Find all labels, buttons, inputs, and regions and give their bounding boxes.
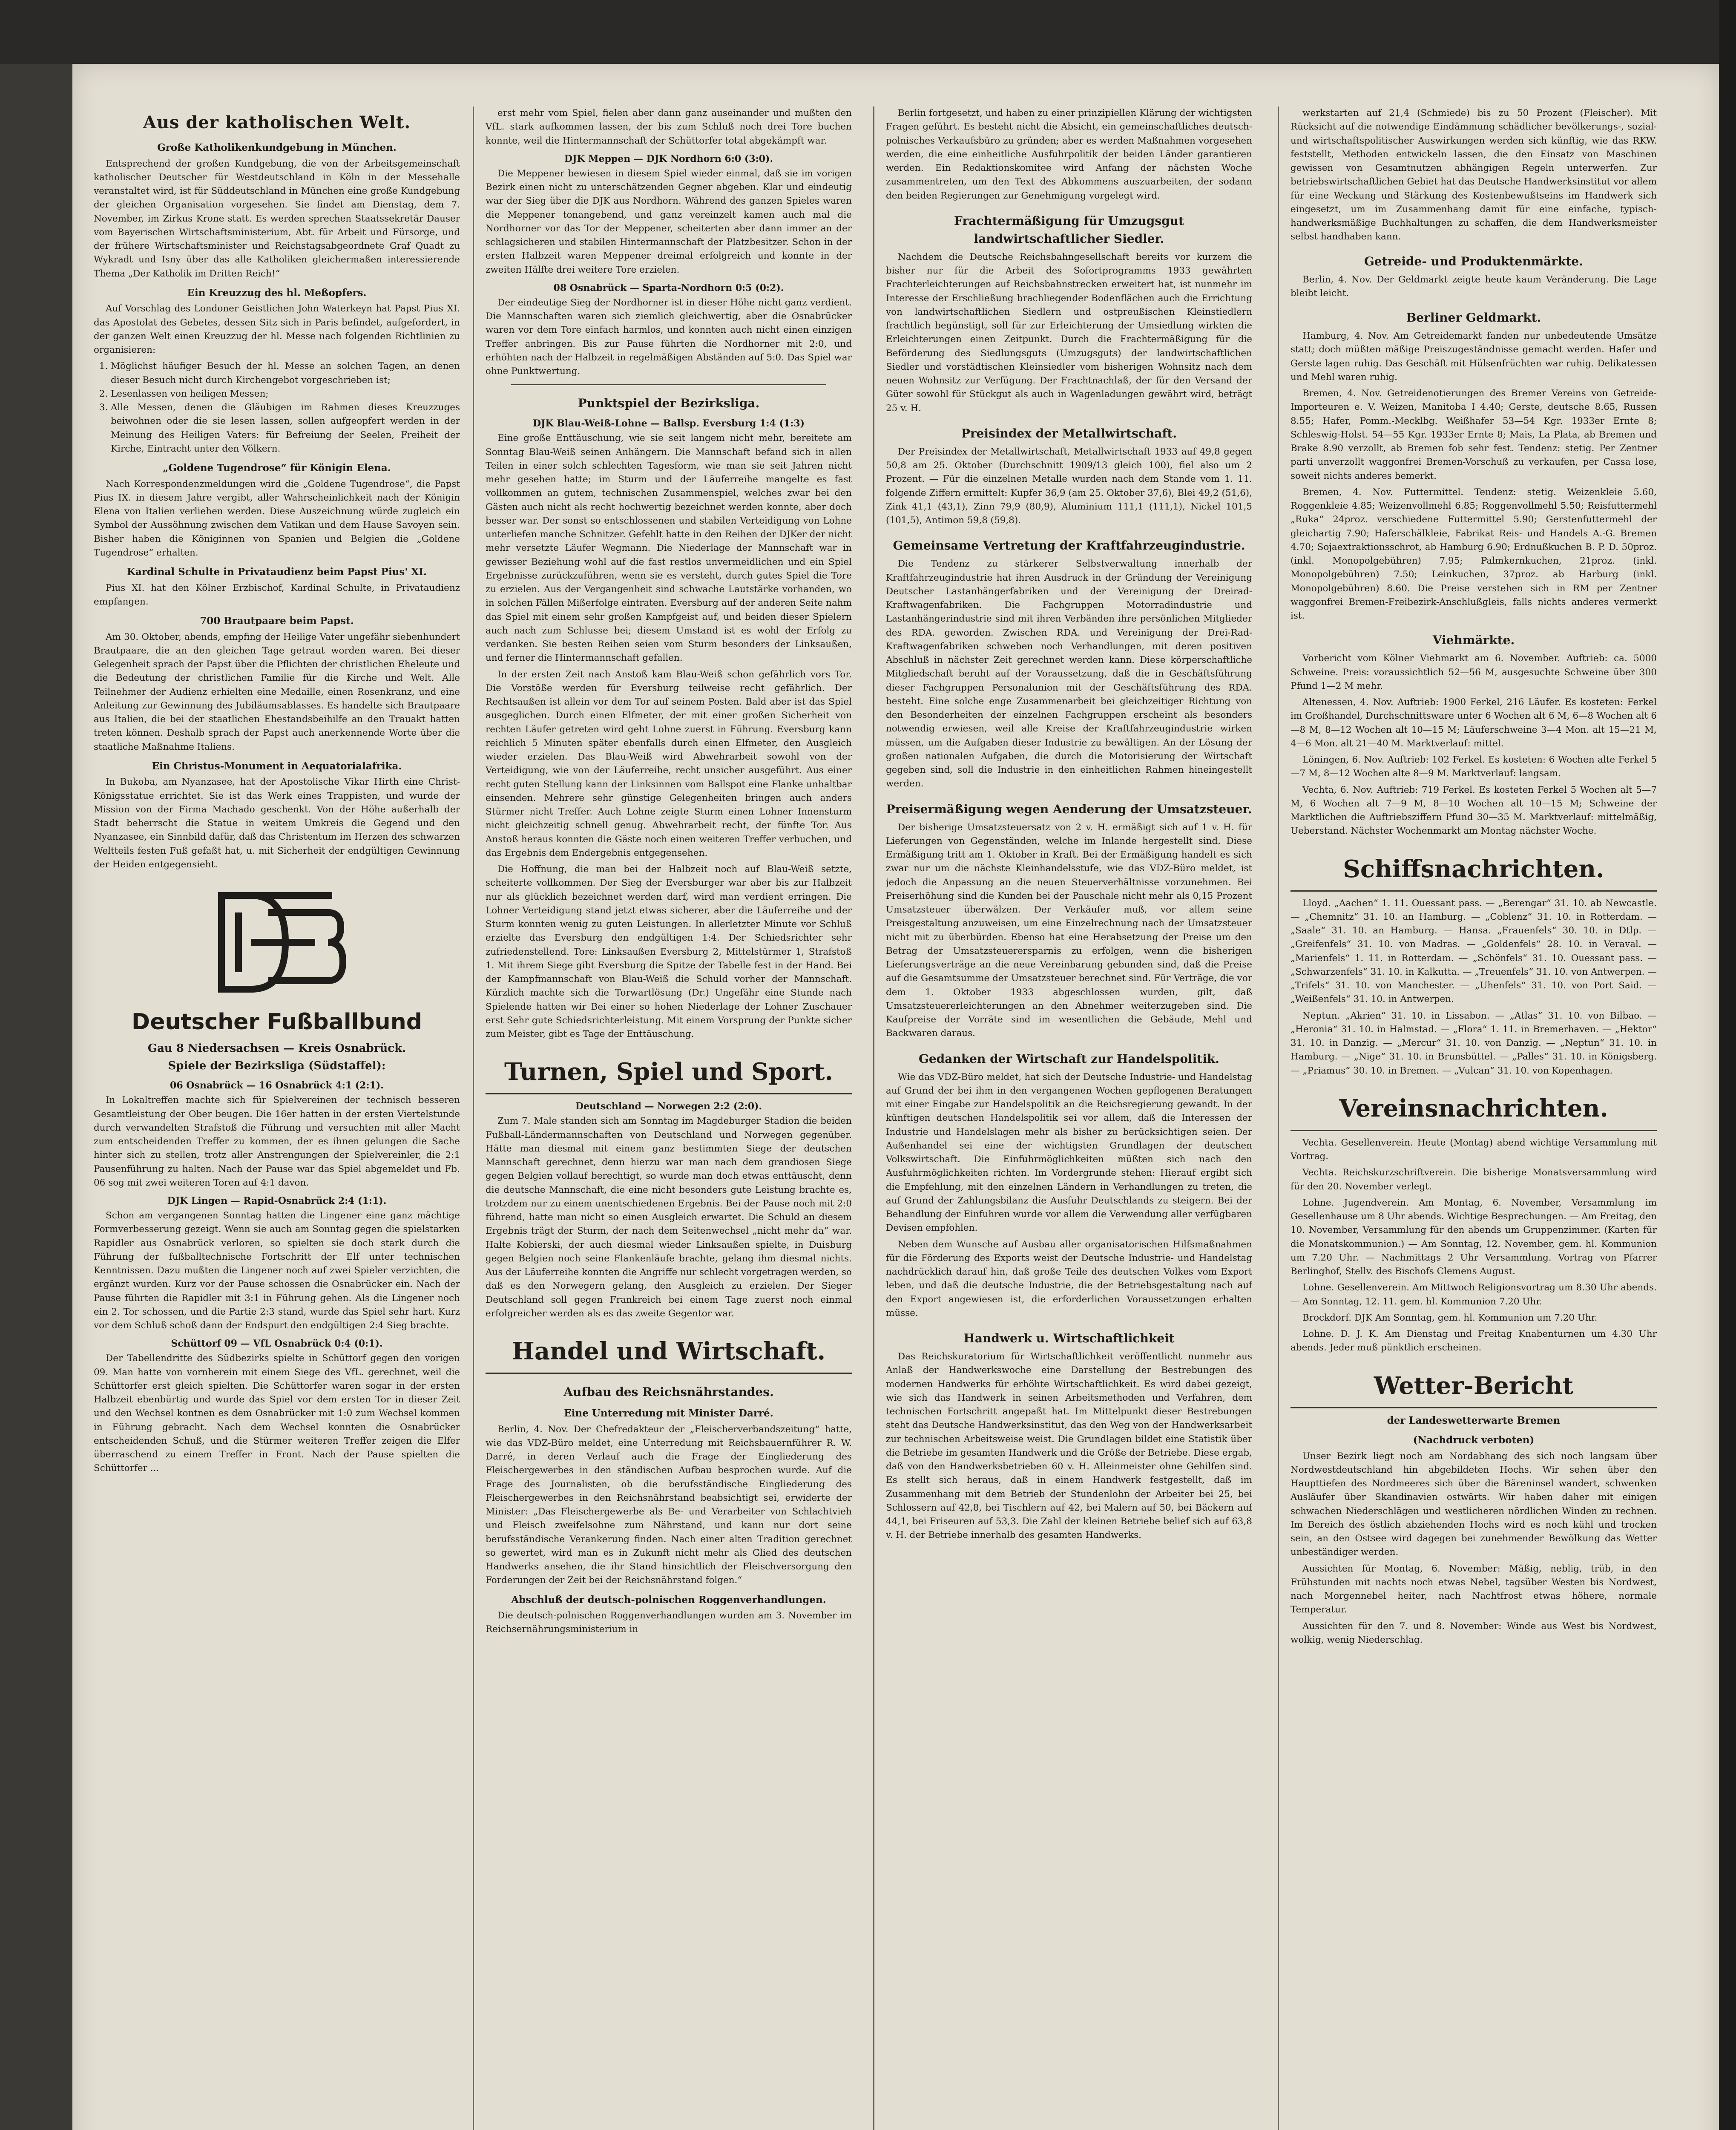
article-text: Vechta. Reichskurzschriftverein. Die bisherige Monatsversammlung wird für den 20. November verlegt. (1291, 1167, 1657, 1192)
article-text: Lloyd. „Aachen“ 1. 11. Ouessant pass. — „Berengar“ 31. 10. ab Newcastle. — „Chemnitz“ 31. 10. an Hamburg. — „Coblenz“ 31. 10. in Rotterdam. — „Saale“ 31. 10. an Hamburg. — Hansa. „Frauenfels“ 30. 10. in Dtlp. — „Greifenfels“ 31. 10. von Madras. — „Goldenfels“ 28. 10. in Veraval. — „Marienfels“ 1. 11. in Rotterdam. — „Schönfels“ 31. 10. Ouessant pass. — „Schwarzenfels“ 31. 10. in Kalkutta. — „Treuenfels“ 31. 10. von Antwerpen. — „Trifels“ 31. 10. von Manchester. — „Uhenfels“ 31. 10. von Port Said. — „Weißenfels“ 31. 10. in Antwerpen. (1291, 898, 1657, 1005)
dfb-gau: Gau 8 Niedersachsen — Kreis Osnabrück. (147, 1042, 406, 1055)
article-text: Das Reichskuratorium für Wirtschaftlichkeit veröffentlicht nunmehr aus Anlaß der Handwerkswoche eine Darstellung der Bestrebungen des modernen Handwerks für erhöhte Wirtschaftlichkeit. Es wird dabei gezeigt, wie sich das Handwerk in seinen Arbeitsmethoden und Verfahren, dem technischen Fortschritt angepaßt hat. Im Mittelpunkt dieser Bestrebungen steht das Deutsche Handwerksinstitut, das den Weg von der Handwerksarbeit zur technischen Arbeitsweise weist. Die Grundlagen bildet eine Statistik über die Betriebe im gesamten Handwerk und die Größe der Betriebe. Diese ergab, daß von den Handwerksbetrieben 60 v. H. Alleinmeister ohne Gehilfen sind. Es stellt sich heraus, daß in einem Handwerk festgestellt, daß im Zusammenhang mit dem Betrieb der Stundenlohn der Arbeiter bei 25, bei Schlossern auf 42,8, bei Tischlern auf 42, bei Malern auf 50, bei Bäckern auf 44,1, bei Friseuren auf 53,3. Die Zahl der kleinen Betriebe belief sich auf 63,8 v. H. der Betriebe innerhalb des gesamten Handwerks. (886, 1351, 1252, 1541)
article-text: erst mehr vom Spiel, fielen aber dann ganz auseinander und mußten den VfL. stark aufkommen lassen, der bis zum Schluß noch drei Tore buchen konnte, weil die Hintermannschaft der Schüttorfer total abgekämpft war. (486, 108, 852, 146)
article-text: Am 30. Oktober, abends, empfing der Heilige Vater ungefähr siebenhundert Brautpaare, die an den gleichen Tage getraut worden waren. Bei dieser Gelegenheit sprach der Papst über die Pflichten der christlichen Eheleute und die Bedeutung der christlichen Familie für die Kirche und Welt. Alle Teilnehmer der Audienz erhielten eine Medaille, einen Rosenkranz, und eine Anleitung zur Gewinnung des Jubiläumsablasses. Es handelte sich Brautpaare aus Italien, die bei der staatlichen Ehestandsbeihilfe an den Trauakt hatten treten können. Deshalb sprach der Papst auch anerkennende Worte über die staatliche Maßnahme Italiens. (94, 631, 460, 752)
article-text: Eine große Enttäuschung, wie sie seit langem nicht mehr, bereitete am Sonntag Blau-Weiß seinen Anhängern. Die Mannschaft befand sich in allen Teilen in einer solch schlechten Tagesform, wie man sie seit Jahren nicht mehr gesehen hatte; im Sturm und der Läuferreihe mangelte es fast vollkommen an gutem, technischen Zusammenspiel, welches zwar bei den Gästen auch nicht als recht hochwertig bezeichnet werden konnte, aber doch besser war. Der sonst so entschlossenen und stabilen Verteidigung von Lohne unterliefen manche Schnitzer. Gefehlt hatte in den Reihen der DJKer der nicht mehr versetzte Läufer Wegmann. Die Niederlage der Mannschaft war in gewisser Beziehung wohl auf die fast restlos unvermeidlichen und ein Spiel Ergebnisse zurückzuführen, wenn sie es versteht, durch gutes Spiel die Tore zu erzielen. Aus der Vergangenheit sind schwache Lautstärke vorhanden, wo in solchen Fällen Mißerfolge eintraten. Eversburg auf der anderen Seite nahm das Spiel mit einem sehr großen Kampfgeist auf, und beiden dieser Spielern auch nach zum Schlusse bei; diesem Umstand ist es wohl der Erfolg zu verdanken. Sie besten Reihen seien vom Sturm besonders der Linksaußen, und ferner die Hintermannschaft gefallen. (486, 433, 852, 664)
column-3 (886, 106, 1252, 2130)
article-text: Die Meppener bewiesen in diesem Spiel wieder einmal, daß sie im vorigen Bezirk einen nicht zu unterschätzenden Gegner abgeben. Klar und eindeutig war der Sieg über die DJK aus Nordhorn. Während des ganzen Spieles waren die Meppener tonangebend, und ganz vereinzelt kamen auch mal die Nordhorner vor das Tor der Meppener, scheiterten aber dann immer an der schlagsicheren und stabilen Hintermannschaft der Platzbesitzer. Schon in der ersten Halbzeit waren Meppener dreimal erfolgreich und konnte in der zweiten Hälfte drei weitere Tore erzielen. (486, 168, 852, 275)
article-text: Nachdem die Deutsche Reichsbahngesellschaft bereits vor kurzem die bisher nur für die Arbeit des Sofortprogramms 1933 gewährten Frachterleichterungen auf Reichsbahnstrecken erweitert hat, ist nunmehr im Interesse der Erschließung brachliegender Bodenflächen auch die Errichtung von landwirtschaftlichen Siedlern und ostpreußischen Kleinstiedlern frachtlich begünstigt, soll für zur Erleichterung der Umsiedlung wirkten die Erleichterungen einen Zeitpunkt. Durch die Frachtermäßigung für die Beförderung des Siedlungsguts (Umzugsguts) der landwirtschaftlichen Siedler und vorstädtischen Kleinsiedler vom bisherigen Wohnsitz nach dem neuen Wohnsitz zur Verfügung. Der Frachtnachlaß, der für den Versand der Güter sowohl für Stückgut als auch in Wagenladungen gewährt wird, beträgt 25 v. H. (886, 251, 1252, 414)
article-heading: der Landeswetterwarte Bremen (1387, 1414, 1561, 1426)
list-item: 3. Alle Messen, denen die Gläubigen im Rahmen dieses Kreuzzuges beiwohnen oder die sie lesen lassen, sollen aufgeopfert werden in der Meinung des Heiligen Vaters: für Befreiung der Seelen, Freiheit der Kirche, Eintracht unter den Völkern. (111, 401, 460, 456)
article-heading: Gedanken der Wirtschaft zur Handelspolitik. (918, 1051, 1220, 1066)
match-result: Deutschland — Norwegen 2:2 (2:0). (575, 1101, 762, 1112)
market-heading: Getreide- und Produktenmärkte. (1364, 254, 1583, 268)
scan-top-edge (0, 0, 1736, 64)
match-result: DJK Blau-Weiß-Lohne — Ballsp. Eversburg 1:4 (1:3) (532, 418, 805, 429)
section-heading: Aus der katholischen Welt. (143, 112, 411, 132)
article-heading: Große Katholikenkundgebung in München. (157, 142, 397, 153)
article-heading: Kardinal Schulte in Privataudienz beim Papst Pius' XI. (126, 566, 427, 578)
scan-right-edge (1719, 0, 1736, 2130)
article-text: Lohne. Jugendverein. Am Montag, 6. November, Versammlung im Gesellenhause um 8 Uhr abends. Wichtige Besprechungen. — Am Freitag, den 10. November, Versammlung für den abends um Gruppenzimmer. (Karten für die Monatskommunion.) — Am Sonntag, 12. November, gem. hl. Kommunion um 7.20 Uhr. — Nachmittags 2 Uhr Versammlung. Vortrag von Pfarrer Berlinghof, Stellv. des Bischofs Clemens August. (1291, 1197, 1657, 1277)
article-heading: 700 Brautpaare beim Papst. (200, 615, 354, 627)
article-text: Der eindeutige Sieg der Nordhorner ist in dieser Höhe nicht ganz verdient. Die Mannschaften waren sich ziemlich gleichwertig, aber die Osnabrücker waren vor dem Tore einfach harmlos, und konnten auch nicht einen einzigen Treffer anbringen. Bis zur Pause führten die Nordhorner mit 2:0, und erhöhten nach der Halbzeit in regelmäßigen Abständen auf 5:0. Das Spiel war ohne Punktwertung. (486, 297, 852, 377)
article-text: Zum 7. Male standen sich am Sonntag im Magdeburger Stadion die beiden Fußball-Ländermannschaften von Deutschland und Norwegen gegenüber. Hätte man diesmal mit einem ganz bestimmten Siege der deutschen Mannschaft gerechnet, denn hierzu war man nach dem grandiosen Siege gegen Belgien vollauf berechtigt, so wurde man doch etwas enttäuscht, denn die deutsche Mannschaft, die eine nicht besonders gute Leistung brachte es, trotzdem nur zu einem unentschiedenen Ergebnis. Bei der Pause noch mit 2:0 führend, hatte man nicht so einen Ausgleich erwartet. Die Schuld an diesem Ergebnis trägt der Sturm, der nach dem Seitenwechsel „nicht mehr da“ war. Halte Kobierski, der auch diesmal wieder Linksaußen spielte, in Duisburg gegen Belgien noch seine Flankenläufe brachte, gelang ihm diesmal nichts. Aus der Läuferreihe konnten die Angriffe nur schlecht vorgetragen werden, so daß es den Norwegern gelang, den Ausgleich zu erzielen. Der Sieger Deutschland soll gegen Frankreich bei einem Tage zuerst noch einmal erfolgreicher werden als es das zweite Gegentor war. (486, 1116, 852, 1319)
article-text: In Bukoba, am Nyanzasee, hat der Apostolische Vikar Hirth eine Christ-Königsstatue errichtet. Sie ist das Werk eines Trappisten, und wurde der Mission von der Firma Machado geschenkt. Von der Höhe außerhalb der Stadt beherrscht die Statue in weitem Umkreis die Gegend und den Nyanzasee, ein Sinnbild dafür, daß das Christentum im Herzen des schwarzen Weltteils festen Fuß gefaßt hat, u. mit Sicherheit der endgültigen Gewinnung der Heiden entgegensieht. (94, 777, 460, 870)
article-text: Der Preisindex der Metallwirtschaft, Metallwirtschaft 1933 auf 49,8 gegen 50,8 am 25. Oktober (Durchschnitt 1909/13 gleich 100), fiel also um 2 Prozent. — Für die einzelnen Metalle wurden nach dem Stande vom 1. 11. folgende Ziffern ermittelt: Kupfer 36,9 (am 25. Oktober 37,6), Blei 49,2 (51,6), Zink 41,1 (43,1), Zinn 79,9 (80,9), Aluminium 111,1 (111,1), Nickel 101,5 (101,5), Antimon 59,8 (59,8). (886, 446, 1252, 526)
article-text: Altenessen, 4. Nov. Auftrieb: 1900 Ferkel, 216 Läufer. Es kosteten: Ferkel im Großhandel, Durchschnittsware unter 6 Wochen alt 6 M, 6—8 Wochen alt 6—8 M, 8—12 Wochen alt 10—15 M; Läuferschweine 3—4 Mon. alt 15—21 M, 4—6 Mon. alt 21—40 M. Marktverlauf: mittel. (1291, 697, 1657, 749)
article-text: Wie das VDZ-Büro meldet, hat sich der Deutsche Industrie- und Handelstag auf Grund der bei ihm in den vergangenen Wochen gepflogenen Beratungen mit einer Eingabe zur Handelspolitik an die Reichsregierung gewandt. In der künftigen deutschen Handelspolitik sei vor allem, daß die Interessen der Industrie und Handelslagen mehr als bisher zu berücksichtigen seien. Der Außenhandel sei eine der wichtigsten Grundlagen der deutschen Volkswirtschaft. Die Einfuhrmöglichkeiten müßten sich nach den Ausfuhrmöglichkeiten richten. Im Vordergrunde stehen: Hierauf ergibt sich die Empfehlung, mit den einzelnen Ländern in Verhandlungen zu treten, die auf Grund der Zahlungsbilanz die Ausfuhr Deutschlands zu steigern. Bei der Behandlung der Einfuhren wurde vor allem die Verwendung aller verfügbaren Devisen empfohlen. (886, 1071, 1252, 1234)
article-text: Bremen, 4. Nov. Futtermittel. Tendenz: stetig. Weizenkleie 5.60, Roggenkleie 4.85; Weizenvollmehl 6.85; Roggenvollmehl 5.50; Reisfuttermehl „Ruka“ 24proz. verschiedene Futtermittel 5.90; Gerstenfuttermehl der gleichartig 7.90; Haferschälkleie, Fabrikat Reis- und Handels A.-G. Bremen 4.70; Sojaextraktionsschrot, ab Hamburg 6.90; Erdnußkuchen B. P. D. 50proz. (inkl. Monopolgebühren) 7.95; Palmkernkuchen, 21proz. (inkl. Monopolgebühren) 7.50; Leinkuchen, 37proz. ab Harburg (inkl. Monopolgebühren) 8.60. Die Preise verstehen sich in RM per Zentner waggonfrei Bremen-Freibezirk-Anschlußgleis, falls nichts anderes vermerkt ist. (1291, 486, 1657, 621)
column-2 (486, 106, 852, 2130)
section-heading: Handel und Wirtschaft. (486, 1333, 852, 1374)
article-text: Lohne. D. J. K. Am Dienstag und Freitag Knabenturnen um 4.30 Uhr abends. Jeder muß pünktlich erscheinen. (1291, 1329, 1657, 1353)
market-heading: Berliner Geldmarkt. (1406, 311, 1541, 325)
article-text: Lohne. Gesellenverein. Am Mittwoch Religionsvortrag um 8.30 Uhr abends. — Am Sonntag, 12. 11. gem. hl. Kommunion 7.20 Uhr. (1291, 1282, 1657, 1307)
article-text: Unser Bezirk liegt noch am Nordabhang des sich noch langsam über Nordwestdeutschland hin abgebildeten Hochs. Wir sehen über den Haupttiefen des Nordmeeres sich über die Bäreninsel wandert, schwenken Ausläufer über Skandinavien ostwärts. Wir haben daher mit einigen schwachen Niederschlägen und westlicheren nördlichen Winden zu rechnen. Im Bereich des östlich abziehenden Hochs wird es noch kühl und trocken sein, an den Ostsee wird dagegen bei zunehmender Bewölkung das Wetter unbeständiger werden. (1291, 1451, 1657, 1558)
article-text: Pius XI. hat den Kölner Erzbischof, Kardinal Schulte, in Privataudienz empfangen. (94, 582, 460, 607)
section-heading: Schiffsnachrichten. (1291, 851, 1657, 892)
article-text: Brockdorf. DJK Am Sonntag, gem. hl. Kommunion um 7.20 Uhr. (1302, 1312, 1598, 1323)
article-text: Auf Vorschlag des Londoner Geistlichen John Waterkeyn hat Papst Pius XI. das Apostolat des Gebetes, dessen Sitz sich in Paris befindet, aufgefordert, in der ganzen Welt einen Kreuzzug der hl. Messe nach folgenden Richtlinien zu organisieren: (94, 303, 460, 355)
separator (511, 384, 826, 385)
match-result: Schüttorf 09 — VfL Osnabrück 0:4 (0:1). (171, 1338, 383, 1350)
article-heading: Abschluß der deutsch-polnischen Roggenverhandlungen. (511, 1594, 826, 1606)
article-text: In Lokaltreffen machte sich für Spielvereinen der technisch besseren Gesamtleistung der Ober beugen. Die 16er hatten in der ersten Viertelstunde durch verwandelten Strafstoß die Führung und versuchten mit aller Macht zum entscheidenden Treffer zu kommen, der es ihnen gelungen die Sache hinter sich zu stellen, trotz aller Anstrengungen der Spielvereinler, die 2:1 Pausenführung zu halten. Nach der Pause war das Spiel abgemeldet und Fb. 06 sog mit zwei weiteren Toren auf 4:1 davon. (94, 1095, 460, 1188)
article-heading: Gemeinsame Vertretung der Kraftfahrzeugindustrie. (893, 538, 1245, 553)
article-text: In der ersten Zeit nach Anstoß kam Blau-Weiß schon gefährlich vors Tor. Die Vorstöße werden für Eversburg teilweise recht gefährlich. Der Rechtsaußen ist allein vor dem Tor auf seinem Posten. Bald aber ist das Spiel ausgeglichen. Durch einen Elfmeter, der mit einer großen Sicherheit von rechten Läufer getreten wird geht Lohne zuerst in Führung. Eversburg kann reichlich 5 Minuten später ebenfalls durch einen Elfmeter, den Ausgleich wieder erzielen. Das Blau-Weiß wird Abwehrarbeit sowohl von der Verteidigung, wie von der Läuferreihe, recht unsicher ausgeführt. Aus einer recht guten Stellung kann der Linksinnen vom Ballspot eine Flanke unhaltbar einsenden. Mehrere sehr günstige Gelegenheiten bringen auch anders Stürmer nicht Treffer. Auch Lohne zeigte Sturm einen Lohner Innensturm nicht gleichzeitig schnell genug. Abwehrarbeit recht, der fünfte Tor. Aus Anstoß heraus konnten die Gäste noch einen weiteren Treffer verbuchen, und das Ergebnis dem Endergebnis entgegensehen. (486, 669, 852, 858)
match-result: 08 Osnabrück — Sparta-Nordhorn 0:5 (0:2). (553, 282, 784, 294)
article-text: Die Hoffnung, die man bei der Halbzeit noch auf Blau-Weiß setzte, scheiterte vollkommen. Der Sieg der Eversburger war aber bis zur Halbzeit nur als glücklich bezeichnet werden darf, wird man verdient erringen. Die Lohner Verteidigung stand jetzt etwas sicherer, aber die Läuferreihe und der Sturm konnten wenig zu guten Leistungen. In allerletzter Minute vor Schluß erzielte das Eversburg den endgültigen 1:4. Der Schiedsrichter sehr zufriedenstellend. Tore: Linksaußen Eversburg 2, Mittelstürmer 1, Strafstoß 1. Mit ihrem Siege gibt Eversburg die Spitze der Tabelle fest in der Hand. Bei der Kampfmannschaft von Blau-Weiß die Schuld vorher der Mannschaft. Kürzlich machte sich die Torwartlösung (Dr.) Ungefähr eine Stunde nach Spielende hatten wir Bei einer so hohen Niederlage der Lohner Zuschauer erst Sehr gute Schiedsrichterleistung. Mit einem Vorsprung der Punkte sicher zum Meister, gibt es Tage der Enttäuschung. (486, 864, 852, 1039)
article-text: Aussichten für den 7. und 8. November: Winde aus West bis Nordwest, wolkig, wenig Niederschlag. (1291, 1621, 1657, 1645)
article-text: Vechta. Gesellenverein. Heute (Montag) abend wichtige Versammlung mit Vortrag. (1291, 1137, 1657, 1162)
article-text: Der bisherige Umsatzsteuersatz von 2 v. H. ermäßigt sich auf 1 v. H. für Lieferungen von Gegenständen, welche im Inlande hergestellt sind. Diese Ermäßigung tritt am 1. Oktober in Kraft. Bei der Ermäßigung handelt es sich zwar nur um die nächste Kleinhandelsstufe, wie das VDZ-Büro meldet, ist jedoch die Anpassung an die neuen Steuerverhältnisse vorzunehmen. Bei Preiserhöhung sind die Kunden bei der Pauschale nicht mehr als 0,15 Prozent Umsatzsteuer überwälzen. Der Verkäufer muß, vor allem seine Preisgestaltung anzuweisen, um eine Einzelrechnung nach der Umsatzsteuer nicht mit zu überbürden. Ebenso hat eine Herabsetzung der Preise um den Betrag der Umsatzsteuerersparnis zu erfolgen, wenn die bisherigen Lieferungsverträge an die neue Vereinbarung gebunden sind, daß die Preise auf die Gesamtsumme der Umsatzsteuer berechnet sind. Für Verträge, die vor dem 1. Oktober 1933 abgeschlossen wurden, gilt, daß Umsatzsteuererleichterungen an den Abnehmer weiterzugeben sind. Die Kaufpreise der Vorräte sind im wesentlichen die Gebäude, Mehl und Backwaren daraus. (886, 822, 1252, 1039)
article-text: Schon am vergangenen Sonntag hatten die Lingener eine ganz mächtige Formverbesserung gezeigt. Wenn sie auch am Sonntag gegen die spielstarken Rapidler aus Osnabrück verloren, so spielten sie doch stark durch die Führung der fußballtechnische Fortschritt der Elf unter technischen Kenntnissen. Dazu mußten die Lingener noch auf zwei Spieler verzichten, die ergänzt wurden. Kurz vor der Pause schossen die Osnabrücker ein. Nach der Pause führten die Rapidler mit 3:1 in Führung gehen. Als die Lingener noch ein 2. Tor schossen, und die Partie 2:3 stand, wurde das Spiel sehr hart. Kurz vor dem Schluß schoß dann der Endspurt den endgültigen 2:4 Sieg brachte. (94, 1210, 460, 1331)
article-heading: Ein Kreuzzug des hl. Meßopfers. (187, 287, 367, 299)
article-heading: Preisermäßigung wegen Aenderung der Umsatzsteuer. (886, 802, 1252, 816)
dfb-title: Deutscher Fußballbund (132, 1009, 422, 1035)
section-heading: Turnen, Spiel und Sport. (486, 1054, 852, 1094)
article-subheading: Eine Unterredung mit Minister Darré. (564, 1408, 773, 1419)
article-subheading: (Nachdruck verboten) (1413, 1434, 1535, 1446)
article-text: Vorbericht vom Kölner Viehmarkt am 6. November. Auftrieb: ca. 5000 Schweine. Preis: voraussichtlich 52—56 M, ausgesuchte Schweine über 300 Pfund 1—2 M mehr. (1291, 653, 1657, 691)
article-text: Der Tabellendritte des Südbezirks spielte in Schüttorf gegen den vorigen 09. Man hatte von vornherein mit einem Siege des VfL. gerechnet, weil die Schüttorfer erst gleich spielten. Die Schüttorfer waren sogar in der ersten Halbzeit ebenbürtig und wurde das Spiel vor dem ersten Tor in dieser Zeit und den Wechsel kontnen es dem Osnabrücker mit 1:0 zum Wechsel kommen in Führung gebracht. Nach dem Wechsel konnten die Osnabrücker entscheidenden Schuß, und die Stürmer weiteren Treffer zeigen die Elfer überraschend zu einem Treffer in Front. Nach der Pause spielten die Schüttorfer ... (94, 1353, 460, 1474)
dfb-spiele: Spiele der Bezirksliga (Südstaffel): (168, 1059, 386, 1073)
section-heading: Vereinsnachrichten. (1291, 1091, 1657, 1131)
article-text: Bremen, 4. Nov. Getreidenotierungen des Bremer Vereins von Getreide-Importeuren e. V. Weizen, Manitoba I 4.40; Gerste, deutsche 8.65, Russen 8.55; Hafer, Pomm.-Mecklbg. Weißhafer 53—54 Kgr. 1933er Ernte 8; Schleswig-Holst. 54—55 Kgr. 1933er Ernte 8; Mais, La Plata, ab Bremen und Brake 8.90 verzollt, ab Bremen fob sehr fest. Tendenz: stetig. Per Zentner parti unverzollt waggonfrei Bremen-Vorschuß zu verkaufen, per Cassa lose, soweit nichts anderes bemerkt. (1291, 388, 1657, 481)
match-result: DJK Meppen — DJK Nordhorn 6:0 (3:0). (564, 153, 773, 164)
article-text: Neben dem Wunsche auf Ausbau aller organisatorischen Hilfsmaßnahmen für die Förderung des Exports weist der Deutsche Industrie- und Handelstag nachdrücklich darauf hin, daß große Teile des deutschen Volkes vom Export leben, und daß die deutsche Industrie, die der Betriebsgestaltung nach auf den Export angewiesen ist, die erforderlichen Voraussetzungen erhalten müsse. (886, 1239, 1252, 1318)
market-heading: Viehmärkte. (1432, 633, 1515, 648)
article-text: werkstarten auf 21,4 (Schmiede) bis zu 50 Prozent (Fleischer). Mit Rücksicht auf die notwendige Eindämmung schädlicher bevölkerungs-, sozial- und wirtschaftspolitischer Auswirkungen werden sich künftig, wie das RKW. feststellt, Methoden entwickeln lassen, die den Einsatz von Maschinen gewissen von Gesamtnutzen abhängigen Regeln unterwerfen. Zur betriebswirtschaftlichen Gebiet hat das Deutsche Handwerksinstitut vor allem für eine Weckung und Stärkung des Kostenbewußtseins im Handwerk sich eingesetzt, um im Zusammenhang damit für eine einfache, typisch-handwerksmäßige Buchhaltungen zu schaffen, die dem Handwerksmeister selbst handhaben kann. (1291, 108, 1657, 242)
article-text: Die deutsch-polnischen Roggenverhandlungen wurden am 3. November im Reichsernährungsministerium in (486, 1610, 852, 1635)
article-heading: Frachtermäßigung für Umzugsgut landwirtschaftlicher Siedler. (954, 213, 1184, 246)
column-rule (473, 106, 474, 2130)
article-text: Löningen, 6. Nov. Auftrieb: 102 Ferkel. Es kosteten: 6 Wochen alte Ferkel 5—7 M, 8—12 Wochen alte 8—9 M. Marktverlauf: langsam. (1291, 754, 1657, 779)
article-text: Die Tendenz zu stärkerer Selbstverwaltung innerhalb der Kraftfahrzeugindustrie hat ihren Ausdruck in der Gründung der Vereinigung Deutscher Lastanhängerfabriken und der Vereinigung der Dreirad-Kraftwagenfabriken. Die Fachgruppen Motorradindustrie und Lastanhängerindustrie sind mit ihren Verbänden ihre persönlichen Mitglieder des RDA. geworden. Zwischen RDA. und Vereinigung der Drei-Rad-Kraftwagenfabriken schweben noch Verhandlungen, mit deren positiven Abschluß in nächster Zeit gerechnet werden kann. Diese körperschaftliche Mitgliedschaft beruht auf der Voraussetzung, daß die in Geschäftsführung dieser Fachgruppen Personalunion mit der Geschäftsführung des RDA. besteht. Eine solche enge Zusammenarbeit bei gleichzeitiger Richtung von den Besonderheiten der einzelnen Fachgruppen erscheint als besonders notwendig erwiesen, weil alle Kreise der Kraftfahrzeugindustrie wirken müssen, um die Aufgaben dieser Industrie zu bewältigen. An der Lösung der großen nationalen Aufgaben, die durch die Motorisierung der Wirtschaft gegeben sind, soll die Industrie in den einheitlichen Rahmen hineingestellt werden. (886, 558, 1252, 789)
list-item: 2. Lesenlassen von heiligen Messen; (111, 387, 460, 401)
column-rule (873, 106, 874, 2130)
section-heading: Punktspiel der Bezirksliga. (578, 396, 760, 411)
article-text: Vechta, 6. Nov. Auftrieb: 719 Ferkel. Es kosteten Ferkel 5 Wochen alt 5—7 M, 6 Wochen alt 7—9 M, 8—10 Wochen alt 10—15 M; Schweine der Marktlichen die Auftriebsziffern Pfund 30—35 M. Marktverlauf: mittelmäßig, Ueberstand. Nächster Wochenmarkt am Montag nächster Woche. (1291, 784, 1657, 837)
article-text: Nach Korrespondenzmeldungen wird die „Goldene Tugendrose“, die Papst Pius IX. in diesem Jahre vergibt, aller Wahrscheinlichkeit nach der Königin Elena von Italien verliehen werden. Diese Auszeichnung würde zugleich ein Symbol der Aussöhnung zwischen dem Vatikan und dem Hause Savoyen sein. Bisher haben die Königinnen von Spanien und Belgien die „Goldene Tugendrose“ erhalten. (94, 478, 460, 558)
match-result: DJK Lingen — Rapid-Osnabrück 2:4 (1:1). (167, 1195, 387, 1206)
match-result: 06 Osnabrück — 16 Osnabrück 4:1 (2:1). (170, 1080, 384, 1091)
article-heading: Handwerk u. Wirtschaftlichkeit (963, 1331, 1175, 1345)
article-text: Hamburg, 4. Nov. Am Getreidemarkt fanden nur unbedeutende Umsätze statt; doch müßten mäßige Preiszugeständnisse gemacht werden. Hafer und Gerste lagen ruhig. Das Geschäft mit Hülsenfrüchten war ruhig. Delikatessen und Mehl waren ruhig. (1291, 331, 1657, 383)
dfb-emblem-icon (204, 887, 349, 998)
column-1 (94, 106, 460, 2130)
article-heading: Preisindex der Metallwirtschaft. (961, 426, 1177, 440)
article-text: Berlin, 4. Nov. Der Geldmarkt zeigte heute kaum Veränderung. Die Lage bleibt leicht. (1291, 274, 1657, 299)
article-text: Neptun. „Akrien“ 31. 10. in Lissabon. — „Atlas“ 31. 10. von Bilbao. — „Heronia“ 31. 10. in Halmstad. — „Flora“ 1. 11. in Bremerhaven. — „Hektor“ 31. 10. in Danzig. — „Mercur“ 31. 10. von Danzig. — „Neptun“ 31. 10. in Hamburg. — „Nige“ 31. 10. in Brunsbüttel. — „Palles“ 31. 10. in Königsberg. — „Priamus“ 30. 10. in Bremen. — „Vulcan“ 31. 10. von Kopenhagen. (1291, 1010, 1657, 1076)
section-heading: Wetter-Bericht (1291, 1368, 1657, 1408)
list-item: 1. Möglichst häufiger Besuch der hl. Messe an solchen Tagen, an denen dieser Besuch nicht durch Kirchengebot vorgeschrieben ist; (111, 360, 460, 387)
article-heading: Ein Christus-Monument in Aequatorialafrika. (152, 760, 402, 772)
article-text: Berlin fortgesetzt, und haben zu einer prinzipiellen Klärung der wichtigsten Fragen geführt. Es besteht nicht die Absicht, ein gemeinschaftliches deutsch-polnisches Verkaufsbüro zu gründen; aber es werden Maßnahmen vorgesehen werden, die eine einheitliche Ausfuhrpolitik der beiden Länder garantieren werden. Ein Redaktionskomitee wird Anfang der nächsten Woche zusammentreten, um den Text des Abkommens auszuarbeiten, der sodann den beiden Regierungen zur Genehmigung vorgelegt wird. (886, 108, 1252, 201)
article-text: Entsprechend der großen Kundgebung, die von der Arbeitsgemeinschaft katholischer Deutscher für Westdeutschland in Köln in der Messehalle veranstaltet wird, ist für Süddeutschland in München eine große Kundgebung der gleichen Organisation vorgesehen. Sie findet am Dienstag, dem 7. November, im Zirkus Krone statt. Es werden sprechen Staatssekretär Dauser vom Bayerischen Wirtschaftsministerium, Abt. für Arbeit und Fürsorge, und der frühere Wirtschaftsminister und Reichstagsabgeordnete Graf Quadt zu Wykradt und Isny über das alle Katholiken gleichermaßen interessierende Thema „Der Katholik im Dritten Reich!“ (94, 158, 460, 279)
column-4 (1291, 106, 1657, 2130)
guideline-list (94, 360, 460, 456)
column-rule (1278, 106, 1279, 2130)
article-text: Aussichten für Montag, 6. November: Mäßig, neblig, trüb, in den Frühstunden mit nachts noch etwas Nebel, tagsüber Westen bis Nordwest, nach Morgennebel heiter, nach Nachtfrost etwas höhere, normale Temperatur. (1291, 1563, 1657, 1615)
article-text: Berlin, 4. Nov. Der Chefredakteur der „Fleischerverbandszeitung“ hatte, wie das VDZ-Büro meldet, eine Unterredung mit Reichsbauernführer R. W. Darré, in deren Verlauf auch die Frage der Eingliederung des Fleischergewerbes in den ständischen Aufbau besprochen wurde. Auf die Frage des Journalisten, ob die berufsständische Eingliederung des Fleischergewerbes in den Reichsnährstand beabsichtigt sei, erwiderte der Minister: „Das Fleischergewerbe als Be- und Verarbeiter von Schlachtvieh und Fleisch zweifelsohne zum Nährstand, und kann nur dort seine berufsständische Verankerung finden. Nach einer alten Tradition gerechnet so gewertet, wird man es in Zukunft nicht mehr als Glied des deutschen Handwerks ansehen, die ihr Stand hinsichtlich der Fleischversorgung den Forderungen der Zeit bei der Reichsnährstand folgen.“ (486, 1424, 852, 1586)
dfb-logo (94, 887, 460, 1002)
article-heading: „Goldene Tugendrose“ für Königin Elena. (163, 462, 391, 474)
article-heading: Aufbau des Reichsnährstandes. (563, 1385, 774, 1399)
